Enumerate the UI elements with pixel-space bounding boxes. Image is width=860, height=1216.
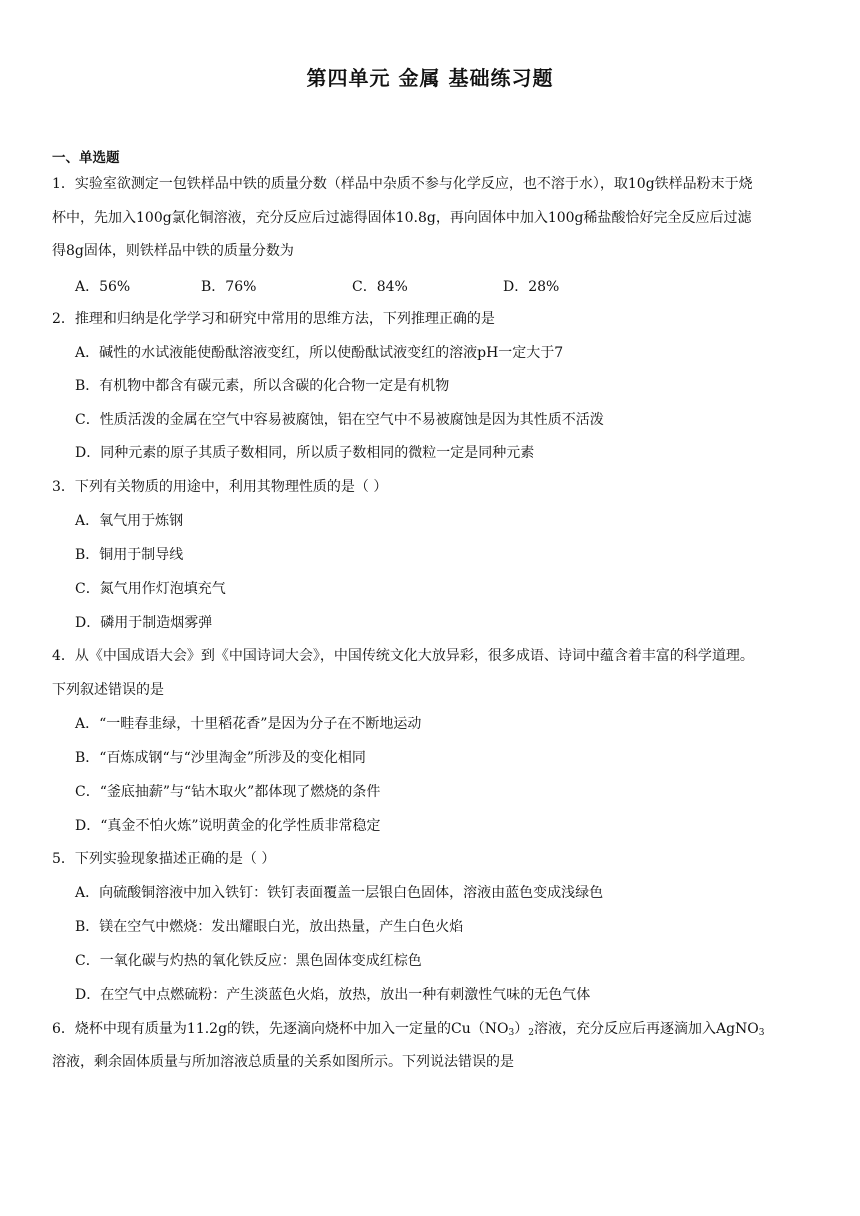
question-5-stem: 5．下列实验现象描述正确的是（ ） xyxy=(52,851,276,867)
question-5-option-b[interactable]: B．镁在空气中燃烧：发出耀眼白光，放出热量，产生白色火焰 xyxy=(75,919,464,935)
question-4-option-a[interactable]: A．“一畦春韭绿，十里稻花香”是因为分子在不断地运动 xyxy=(75,716,422,732)
section-heading: 一、单选题 xyxy=(52,150,120,166)
question-5-option-a[interactable]: A．向硫酸铜溶液中加入铁钉：铁钉表面覆盖一层银白色固体，溶液由蓝色变成浅绿色 xyxy=(75,885,604,901)
question-6-text-c: 溶液，充分反应后再逐滴加入AgNO xyxy=(533,1021,759,1037)
question-4-option-b[interactable]: B．“百炼成钢“与“沙里淘金”所涉及的变化相同 xyxy=(75,750,366,766)
question-4-line-2: 下列叙述错误的是 xyxy=(52,682,164,698)
question-6-subscript-3: 3 xyxy=(758,1028,765,1038)
question-1-line-1: 1．实验室欲测定一包铁样品中铁的质量分数（样品中杂质不参与化学反应，也不溶于水），取10g铁样品粉末于烧 xyxy=(52,176,753,192)
question-1-option-c[interactable]: C．84% xyxy=(352,279,408,295)
question-1-options xyxy=(75,276,695,294)
question-5-option-c[interactable]: C．一氧化碳与灼热的氧化铁反应：黑色固体变成红棕色 xyxy=(75,953,422,969)
question-6-line-2: 溶液，剩余固体质量与所加溶液总质量的关系如图所示。下列说法错误的是 xyxy=(52,1054,514,1070)
question-4-option-d[interactable]: D．“真金不怕火炼”说明黄金的化学性质非常稳定 xyxy=(75,818,381,834)
question-2-option-b[interactable]: B．有机物中都含有碳元素，所以含碳的化合物一定是有机物 xyxy=(75,378,450,394)
question-3-option-c[interactable]: C．氮气用作灯泡填充气 xyxy=(75,581,226,597)
question-4-option-c[interactable]: C．“釜底抽薪”与“钻木取火”都体现了燃烧的条件 xyxy=(75,784,381,800)
question-1-option-a[interactable]: A．56% xyxy=(75,279,131,295)
question-1-option-b[interactable]: B．76% xyxy=(201,279,257,295)
question-3-option-b[interactable]: B．铜用于制导线 xyxy=(75,547,184,563)
question-6-text-b: ） xyxy=(514,1021,529,1037)
question-5-option-d[interactable]: D．在空气中点燃硫粉：产生淡蓝色火焰，放热，放出一种有刺激性气味的无色气体 xyxy=(75,987,591,1003)
question-2-option-a[interactable]: A．碱性的水试液能使酚酞溶液变红，所以使酚酞试液变红的溶液pH一定大于7 xyxy=(75,345,564,361)
question-3-option-d[interactable]: D．磷用于制造烟雾弹 xyxy=(75,615,213,631)
question-1-line-3: 得8g固体，则铁样品中铁的质量分数为 xyxy=(52,243,294,259)
question-6-line-1 xyxy=(52,1020,765,1042)
question-2-stem: 2．推理和归纳是化学学习和研究中常用的思维方法，下列推理正确的是 xyxy=(52,311,495,327)
page-title: 第四单元 金属 基础练习题 xyxy=(306,66,554,90)
question-2-option-c[interactable]: C．性质活泼的金属在空气中容易被腐蚀，铝在空气中不易被腐蚀是因为其性质不活泼 xyxy=(75,412,604,428)
question-3-option-a[interactable]: A．氧气用于炼钢 xyxy=(75,513,184,529)
question-6-subscript-1: 3 xyxy=(508,1028,515,1038)
question-1-option-d[interactable]: D．28% xyxy=(503,279,560,295)
question-4-line-1: 4．从《中国成语大会》到《中国诗词大会》，中国传统文化大放异彩，很多成语、诗词中蕴含着丰富的科学道理。 xyxy=(52,648,754,664)
question-2-option-d[interactable]: D．同种元素的原子其质子数相同，所以质子数相同的微粒一定是同种元素 xyxy=(75,445,535,461)
question-6-text-a: 6．烧杯中现有质量为11.2g的铁，先逐滴向烧杯中加入一定量的Cu（NO xyxy=(52,1021,509,1037)
question-1-line-2: 杯中，先加入100g氯化铜溶液，充分反应后过滤得固体10.8g，再向固体中加入100g稀盐酸恰好完全反应后过滤 xyxy=(52,210,752,226)
question-3-stem: 3．下列有关物质的用途中，利用其物理性质的是（ ） xyxy=(52,479,388,495)
question-6-subscript-2: 2 xyxy=(528,1028,534,1038)
